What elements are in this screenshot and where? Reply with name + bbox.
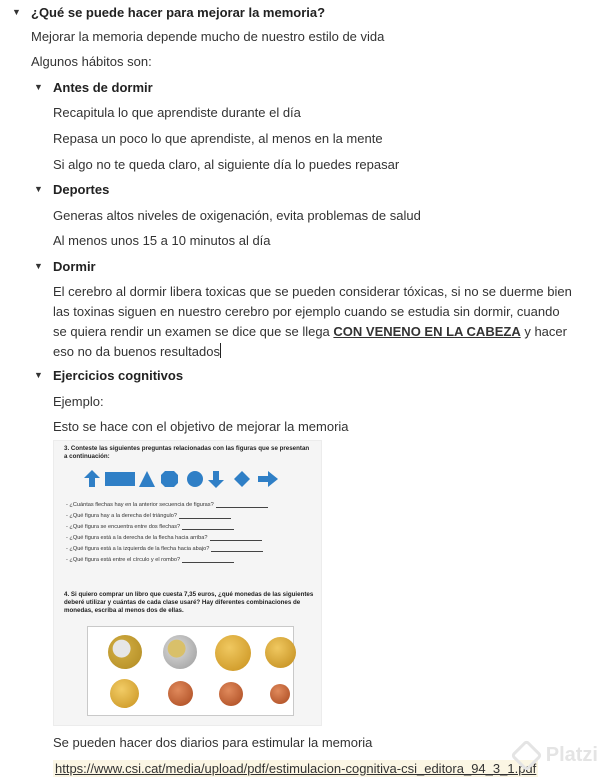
section-dormir <box>34 258 96 274</box>
worksheet-question: - ¿Qué figura se encuentra entre dos flechas? <box>66 524 234 530</box>
worksheet-question: - ¿Qué figura está entre el círculo y el rombo? <box>66 557 234 563</box>
worksheet-question: - ¿Qué figura está a la izquierda de la flecha hacia abajo? <box>66 546 263 552</box>
arrow-down-shape <box>208 471 224 488</box>
list-item-text: Recapitula lo que aprendiste durante el día <box>53 104 301 120</box>
one-cent-coin-icon <box>270 684 290 704</box>
pdf-link-row <box>53 758 538 778</box>
one-euro-coin-icon <box>163 635 197 669</box>
shape-fill <box>84 470 278 488</box>
list-item-text: Al menos unos 15 a 10 minutos al día <box>53 232 271 248</box>
list-item-text: Esto se hace con el objetivo de mejorar la memoria <box>53 418 349 434</box>
list-item-text: Si algo no te queda claro, al siguiente día lo puedes repasar <box>53 156 400 172</box>
question-text: ¿Qué figura está entre el círculo y el rombo? <box>69 557 181 563</box>
main-topic <box>12 4 325 20</box>
shape-sequence <box>82 469 302 489</box>
question-text: ¿Cuántas flechas hay en la anterior secuencia de figuras? <box>69 502 214 508</box>
question-text: ¿Qué figura hay a la derecha del triángulo? <box>69 513 178 519</box>
worksheet-question: - ¿Cuántas flechas hay en la anterior secuencia de figuras? <box>66 502 268 508</box>
platzi-logo-icon <box>510 739 543 772</box>
worksheet-q4-title: 4. Si quiero comprar un libro que cuesta 7,35 euros, ¿qué monedas de las siguientes deberé utilizar y cuántas de cada clase usaré? Hay diferentes combinaciones de monedas, escriba al menos dos de ellas. <box>64 591 314 614</box>
question-text: ¿Qué figura está a la derecha de la flecha hacia arriba? <box>69 535 208 541</box>
pdf-link[interactable]: https://www.csi.cat/media/upload/pdf/estimulacion-cognitiva-csi_editora_94_3_1.pdf <box>55 760 537 776</box>
list-item <box>53 130 383 146</box>
list-item <box>53 393 104 409</box>
collapse-triangle-icon[interactable]: ▼ <box>12 7 21 17</box>
list-item-text: Ejemplo: <box>53 393 104 409</box>
paragraph-text: y hacer eso no da buenos resultados <box>53 324 567 359</box>
list-item-text: Se pueden hacer dos diarios para estimular la memoria <box>53 734 373 750</box>
text-cursor <box>220 343 221 358</box>
list-item <box>53 207 421 223</box>
five-cent-coin-icon <box>168 681 193 706</box>
section-antes-de-dormir <box>34 79 153 95</box>
platzi-watermark <box>515 744 598 767</box>
collapse-triangle-icon[interactable]: ▼ <box>34 184 43 194</box>
two-euro-coin-icon <box>108 635 142 669</box>
arrow-right-shape <box>258 471 278 487</box>
list-item-text: Generas altos niveles de oxigenación, evita problemas de salud <box>53 207 421 223</box>
diamond-shape <box>234 471 250 487</box>
intro-line <box>31 28 384 44</box>
worksheet-q3-title: 3. Conteste las siguientes preguntas relacionadas con las figuras que se presentan a continuación: <box>64 445 310 460</box>
list-item <box>53 418 349 434</box>
collapse-triangle-icon[interactable]: ▼ <box>34 261 43 271</box>
section-title: Deportes <box>53 181 110 197</box>
dormir-paragraph[interactable] <box>53 282 573 362</box>
emphasis-text: CON VENENO EN LA CABEZA <box>333 324 521 339</box>
question-text: ¿Qué figura se encuentra entre dos flechas? <box>69 524 181 530</box>
question-text: ¿Qué figura está a la izquierda de la flecha hacia abajo? <box>69 546 210 552</box>
coins-panel <box>87 626 294 716</box>
section-ejercicios-cognitivos <box>34 367 183 383</box>
worksheet-question: - ¿Qué figura hay a la derecha del triángulo? <box>66 513 231 519</box>
habits-label: Algunos hábitos son: <box>31 53 152 69</box>
watermark-text: Platzi <box>545 744 598 766</box>
list-item <box>53 156 399 172</box>
rectangle-shape <box>105 472 135 486</box>
intro-text: Mejorar la memoria depende mucho de nuestro estilo de vida <box>31 28 385 44</box>
section-title: Ejercicios cognitivos <box>53 367 184 383</box>
circle-shape <box>187 471 203 487</box>
fifty-cent-coin-icon <box>215 635 251 671</box>
ten-cent-coin-icon <box>110 679 139 708</box>
section-title: Dormir <box>53 258 96 274</box>
twenty-cent-coin-icon <box>265 637 296 668</box>
section-deportes <box>34 181 109 197</box>
main-title: ¿Qué se puede hacer para mejorar la memoria? <box>31 4 326 20</box>
paragraph-text: El cerebro al dormir libera toxicas que se pueden considerar tóxicas, si no se duerme bien las toxinas siguen en nuestro cerebro por ejemplo cuando se estudia sin dormir, cuando se quiera rendir un examen se dice que se llega <box>53 284 572 339</box>
worksheet-image[interactable] <box>53 440 322 726</box>
list-item-text: Repasa un poco lo que aprendiste, al menos en la mente <box>53 130 383 146</box>
list-item <box>53 232 271 248</box>
triangle-shape <box>139 471 155 487</box>
list-item <box>53 734 372 750</box>
two-cent-coin-icon <box>219 682 243 706</box>
list-item <box>53 104 301 120</box>
collapse-triangle-icon[interactable]: ▼ <box>34 370 43 380</box>
arrow-up-shape <box>84 470 100 487</box>
habits-line <box>31 53 152 69</box>
worksheet-question: - ¿Qué figura está a la derecha de la flecha hacia arriba? <box>66 535 262 541</box>
section-title: Antes de dormir <box>53 79 153 95</box>
collapse-triangle-icon[interactable]: ▼ <box>34 82 43 92</box>
octagon-shape <box>161 471 178 487</box>
